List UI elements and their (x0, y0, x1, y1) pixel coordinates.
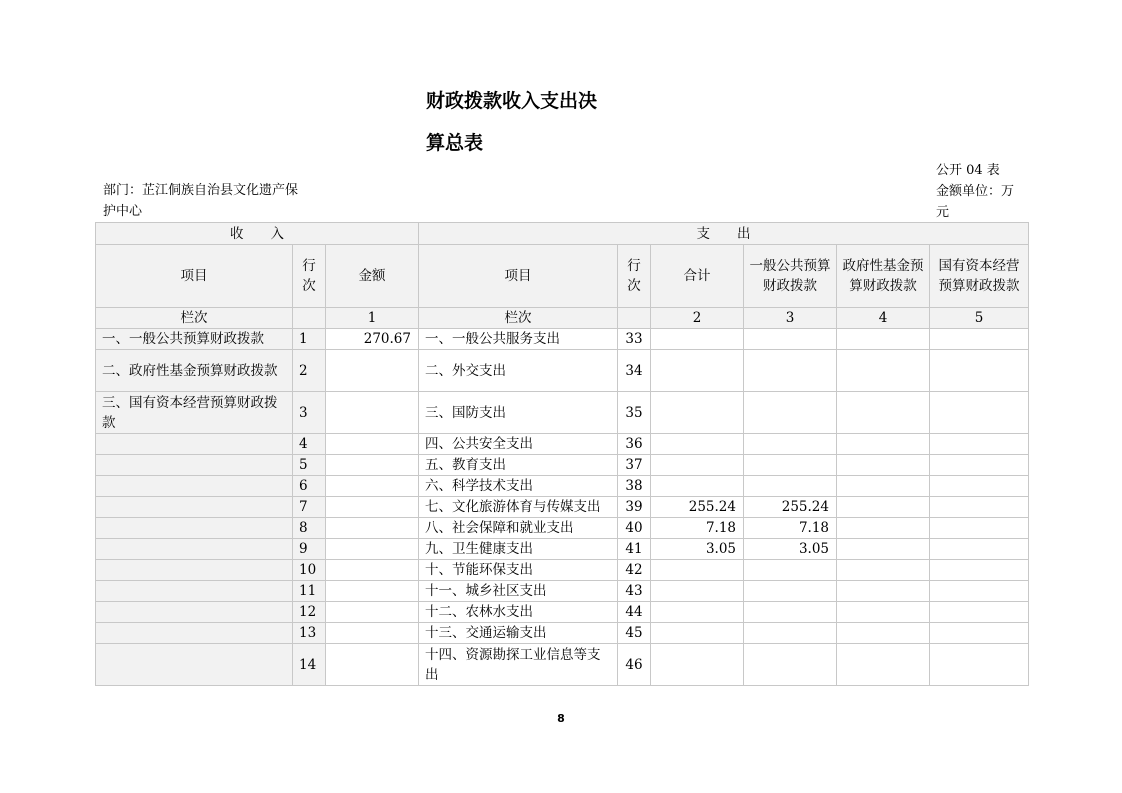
total-cell (651, 434, 744, 455)
income-item-cell (96, 455, 293, 476)
section-header-row (96, 223, 1029, 245)
expense-item-cell: 一、一般公共服务支出 (419, 329, 618, 350)
expense-item-cell: 九、卫生健康支出 (419, 539, 618, 560)
general-budget-cell (744, 329, 837, 350)
expense-item-cell: 六、科学技术支出 (419, 476, 618, 497)
fund-budget-cell (837, 518, 930, 539)
income-item-cell (96, 476, 293, 497)
general-budget-cell (744, 350, 837, 392)
total-cell: 255.24 (651, 497, 744, 518)
fund-budget-cell (837, 581, 930, 602)
col4-index: 4 (837, 308, 930, 329)
page-number: 8 (557, 712, 565, 725)
column-index-row (96, 308, 1029, 329)
income-row-cell: 7 (293, 497, 326, 518)
income-amount-cell (326, 476, 419, 497)
col1-index: 1 (326, 308, 419, 329)
fund-budget-cell (837, 455, 930, 476)
expense-row-cell: 36 (618, 434, 651, 455)
general-budget-cell: 7.18 (744, 518, 837, 539)
expense-row-index (618, 308, 651, 329)
general-budget-cell (744, 455, 837, 476)
total-cell (651, 476, 744, 497)
table-row (96, 602, 1029, 623)
page-title-continued: 算总表 (426, 132, 484, 154)
income-amount-cell: 270.67 (326, 329, 419, 350)
expense-row-cell: 34 (618, 350, 651, 392)
income-item-cell (96, 560, 293, 581)
state-capital-cell (930, 455, 1029, 476)
state-capital-cell (930, 350, 1029, 392)
income-item-cell (96, 602, 293, 623)
expense-row-cell: 37 (618, 455, 651, 476)
fund-budget-cell (837, 329, 930, 350)
state-capital-cell (930, 539, 1029, 560)
table-row (96, 476, 1029, 497)
unit-label: 金额单位：万元 (936, 184, 1015, 220)
table-row (96, 392, 1029, 434)
income-row-cell: 1 (293, 329, 326, 350)
col5-index: 5 (930, 308, 1029, 329)
page-title: 财政拨款收入支出决 (426, 90, 598, 112)
income-row-cell: 9 (293, 539, 326, 560)
general-budget-cell (744, 434, 837, 455)
table-row (96, 350, 1029, 392)
income-amount-cell (326, 539, 419, 560)
general-budget-cell: 255.24 (744, 497, 837, 518)
expense-item-cell: 三、国防支出 (419, 392, 618, 434)
table-row (96, 539, 1029, 560)
table-row (96, 581, 1029, 602)
expense-row-cell: 38 (618, 476, 651, 497)
general-budget-cell (744, 602, 837, 623)
expense-row-cell: 39 (618, 497, 651, 518)
total-cell (651, 560, 744, 581)
expense-item-cell: 十一、城乡社区支出 (419, 581, 618, 602)
fund-budget-cell (837, 623, 930, 644)
income-amount-header: 金额 (326, 245, 419, 308)
total-header: 合计 (651, 245, 744, 308)
income-row-cell: 6 (293, 476, 326, 497)
income-item-cell (96, 581, 293, 602)
income-row-cell: 11 (293, 581, 326, 602)
form-info (936, 160, 1026, 223)
income-item-header: 项目 (96, 245, 293, 308)
general-budget-cell (744, 623, 837, 644)
income-item-cell (96, 518, 293, 539)
general-budget-header: 一般公共预算财政拨款 (744, 245, 837, 308)
table-row (96, 455, 1029, 476)
table-row (96, 560, 1029, 581)
income-row-cell: 12 (293, 602, 326, 623)
income-item-cell (96, 434, 293, 455)
fund-budget-cell (837, 434, 930, 455)
expense-header: 支 出 (419, 223, 1029, 245)
expense-item-cell: 四、公共安全支出 (419, 434, 618, 455)
expense-item-cell: 二、外交支出 (419, 350, 618, 392)
income-row-cell: 13 (293, 623, 326, 644)
expense-item-cell: 十四、资源勘探工业信息等支出 (419, 644, 618, 686)
total-cell (651, 392, 744, 434)
state-capital-cell (930, 497, 1029, 518)
income-row-cell: 5 (293, 455, 326, 476)
income-amount-cell (326, 497, 419, 518)
state-capital-cell (930, 476, 1029, 497)
total-cell (651, 581, 744, 602)
total-cell (651, 455, 744, 476)
table-row (96, 518, 1029, 539)
fund-budget-cell (837, 644, 930, 686)
income-row-cell: 14 (293, 644, 326, 686)
income-amount-cell (326, 350, 419, 392)
expense-row-cell: 46 (618, 644, 651, 686)
expense-row-cell: 43 (618, 581, 651, 602)
general-budget-cell (744, 560, 837, 581)
expense-item-cell: 八、社会保障和就业支出 (419, 518, 618, 539)
state-capital-cell (930, 392, 1029, 434)
general-budget-cell (744, 581, 837, 602)
income-row-cell: 10 (293, 560, 326, 581)
budget-summary-table (95, 222, 1029, 686)
general-budget-cell (744, 644, 837, 686)
income-row-cell: 4 (293, 434, 326, 455)
income-item-cell: 二、政府性基金预算财政拨款 (96, 350, 293, 392)
col3-index: 3 (744, 308, 837, 329)
expense-column-label: 栏次 (419, 308, 618, 329)
income-amount-cell (326, 644, 419, 686)
income-amount-cell (326, 560, 419, 581)
income-item-cell: 三、国有资本经营预算财政拨款 (96, 392, 293, 434)
income-row-cell: 2 (293, 350, 326, 392)
table-row (96, 329, 1029, 350)
income-row-index (293, 308, 326, 329)
income-row-cell: 8 (293, 518, 326, 539)
state-capital-cell (930, 581, 1029, 602)
income-amount-cell (326, 581, 419, 602)
income-item-cell: 一、一般公共预算财政拨款 (96, 329, 293, 350)
expense-item-cell: 七、文化旅游体育与传媒支出 (419, 497, 618, 518)
table-row (96, 623, 1029, 644)
table-row (96, 434, 1029, 455)
fund-budget-header: 政府性基金预算财政拨款 (837, 245, 930, 308)
fund-budget-cell (837, 350, 930, 392)
expense-item-header: 项目 (419, 245, 618, 308)
state-capital-cell (930, 434, 1029, 455)
expense-item-cell: 五、教育支出 (419, 455, 618, 476)
expense-row-cell: 44 (618, 602, 651, 623)
total-cell (651, 350, 744, 392)
form-code: 公开 04 表 (936, 163, 1000, 178)
income-item-cell (96, 539, 293, 560)
income-header: 收 入 (96, 223, 419, 245)
expense-row-cell: 42 (618, 560, 651, 581)
table-body (96, 329, 1029, 686)
expense-row-cell: 35 (618, 392, 651, 434)
state-capital-cell (930, 560, 1029, 581)
income-amount-cell (326, 434, 419, 455)
col2-index: 2 (651, 308, 744, 329)
fund-budget-cell (837, 392, 930, 434)
department-label: 部门：芷江侗族自治县文化遗产保护中心 (103, 183, 299, 219)
state-capital-cell (930, 623, 1029, 644)
income-amount-cell (326, 623, 419, 644)
expense-row-header: 行次 (618, 245, 651, 308)
fund-budget-cell (837, 476, 930, 497)
general-budget-cell (744, 476, 837, 497)
state-capital-cell (930, 602, 1029, 623)
total-cell (651, 602, 744, 623)
total-cell (651, 623, 744, 644)
general-budget-cell (744, 392, 837, 434)
total-cell (651, 329, 744, 350)
column-header-row (96, 245, 1029, 308)
fund-budget-cell (837, 539, 930, 560)
expense-item-cell: 十三、交通运输支出 (419, 623, 618, 644)
expense-item-cell: 十二、农林水支出 (419, 602, 618, 623)
expense-item-cell: 十、节能环保支出 (419, 560, 618, 581)
state-capital-cell (930, 329, 1029, 350)
income-item-cell (96, 497, 293, 518)
general-budget-cell: 3.05 (744, 539, 837, 560)
state-capital-header: 国有资本经营预算财政拨款 (930, 245, 1029, 308)
income-item-cell (96, 644, 293, 686)
income-amount-cell (326, 602, 419, 623)
expense-row-cell: 40 (618, 518, 651, 539)
fund-budget-cell (837, 602, 930, 623)
income-row-cell: 3 (293, 392, 326, 434)
table-row (96, 497, 1029, 518)
income-amount-cell (326, 392, 419, 434)
total-cell: 3.05 (651, 539, 744, 560)
income-column-label: 栏次 (96, 308, 293, 329)
fund-budget-cell (837, 497, 930, 518)
table-row (96, 644, 1029, 686)
total-cell (651, 644, 744, 686)
state-capital-cell (930, 644, 1029, 686)
income-row-header: 行次 (293, 245, 326, 308)
state-capital-cell (930, 518, 1029, 539)
income-item-cell (96, 623, 293, 644)
expense-row-cell: 33 (618, 329, 651, 350)
income-amount-cell (326, 455, 419, 476)
expense-row-cell: 41 (618, 539, 651, 560)
expense-row-cell: 45 (618, 623, 651, 644)
fund-budget-cell (837, 560, 930, 581)
income-amount-cell (326, 518, 419, 539)
total-cell: 7.18 (651, 518, 744, 539)
